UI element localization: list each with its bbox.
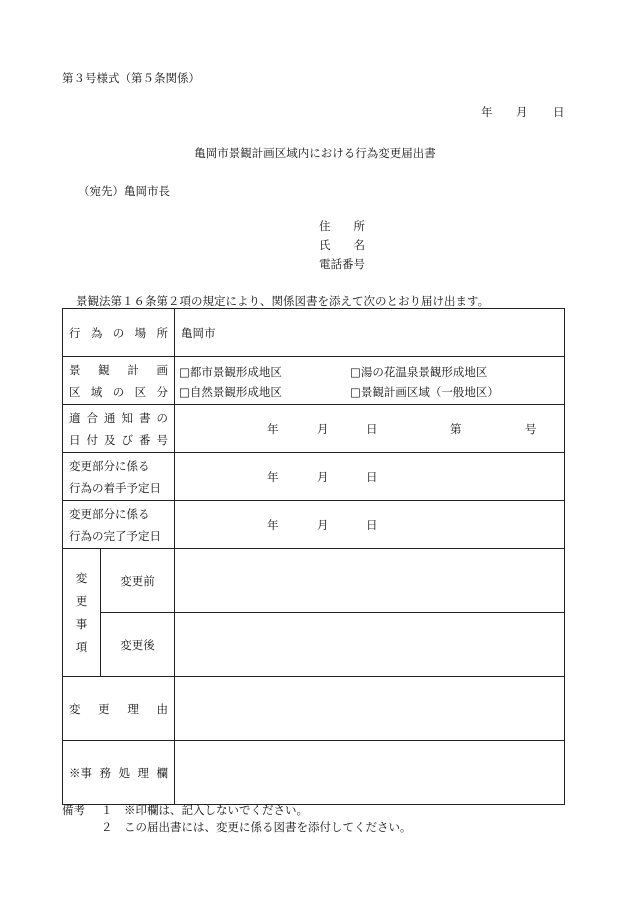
checkbox-urban-landscape[interactable]: □都市景観形成地区 bbox=[179, 364, 282, 379]
row-zone bbox=[63, 357, 565, 405]
row-change-after bbox=[63, 613, 565, 677]
reason-label: 変 更 理 由 bbox=[63, 677, 175, 741]
month-label: 月 bbox=[516, 105, 528, 119]
notice-value[interactable]: 年 月 日 第 号 bbox=[175, 405, 565, 453]
zone-label: 景 観 計 画 区 域 の 区 分 bbox=[63, 357, 175, 405]
note-text: この届出書には、変更に係る図書を添付してください。 bbox=[124, 820, 412, 834]
before-value[interactable] bbox=[175, 549, 565, 613]
checkbox-natural-landscape[interactable]: □自然景観形成地区 bbox=[179, 384, 282, 399]
before-label: 変更前 bbox=[101, 549, 175, 613]
form-number: 第３号様式（第５条関係） bbox=[62, 71, 200, 85]
reason-value[interactable] bbox=[175, 677, 565, 741]
change-items-label: 変 更 事 項 bbox=[63, 549, 101, 677]
zone-options bbox=[175, 357, 565, 405]
end-date-value[interactable]: 年 月 日 bbox=[175, 501, 565, 549]
office-use-label: ※事 務 処 理 欄 bbox=[63, 741, 175, 805]
name-label: 氏 名 bbox=[319, 238, 365, 252]
row-office-use bbox=[63, 741, 565, 805]
start-date-value[interactable]: 年 月 日 bbox=[175, 453, 565, 501]
addressee: （宛先）亀岡市長 bbox=[78, 184, 170, 198]
notification-table bbox=[62, 308, 565, 805]
phone-label: 電話番号 bbox=[319, 257, 365, 271]
office-use-value bbox=[175, 741, 565, 805]
note-number: １ bbox=[101, 803, 113, 817]
row-reason bbox=[63, 677, 565, 741]
notice-label: 適 合 通 知 書 の 日 付 及 び 番 号 bbox=[63, 405, 175, 453]
end-date-label: 変更部分に係る 行為の完了予定日 bbox=[63, 501, 175, 549]
start-date-label: 変更部分に係る 行為の着手予定日 bbox=[63, 453, 175, 501]
checkbox-general-area[interactable]: □景観計画区域（一般地区） bbox=[350, 384, 499, 399]
row-location bbox=[63, 309, 565, 357]
address-label: 住 所 bbox=[319, 219, 365, 233]
checkbox-yunohana-onsen[interactable]: □湯の花温泉景観形成地区 bbox=[350, 364, 488, 379]
after-value[interactable] bbox=[175, 613, 565, 677]
document-title: 亀岡市景観計画区域内における行為変更届出書 bbox=[194, 146, 436, 160]
intro-text: 景観法第１６条第２項の規定により、関係図書を添えて次のとおり届け出ます。 bbox=[76, 294, 490, 308]
row-change-before bbox=[63, 549, 565, 613]
location-label: 行 為 の 場 所 bbox=[63, 309, 175, 357]
row-start-date bbox=[63, 453, 565, 501]
location-value[interactable]: 亀岡市 bbox=[175, 309, 565, 357]
notes-label: 備考 bbox=[62, 803, 85, 817]
note-text: ※印欄は、記入しないでください。 bbox=[124, 803, 308, 817]
row-notice bbox=[63, 405, 565, 453]
after-label: 変更後 bbox=[101, 613, 175, 677]
row-end-date bbox=[63, 501, 565, 549]
day-label: 日 bbox=[553, 105, 565, 119]
year-label: 年 bbox=[481, 105, 493, 119]
note-number: ２ bbox=[101, 820, 113, 834]
